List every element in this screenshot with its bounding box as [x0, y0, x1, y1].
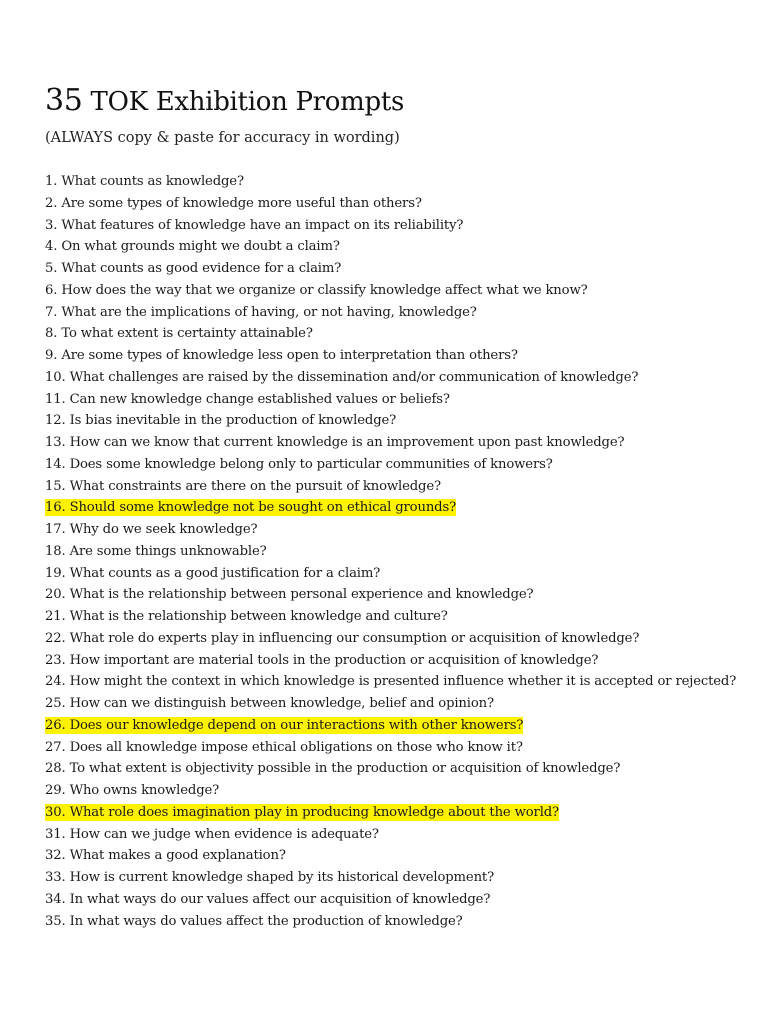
prompt-text: 35. In what ways do values affect the production of knowledge?: [45, 913, 463, 929]
prompt-item: [45, 476, 736, 498]
prompt-item: [45, 345, 736, 367]
title-number: 35: [45, 83, 83, 118]
prompt-item-highlighted: [45, 715, 736, 737]
prompt-text: 15. What constraints are there on the pursuit of knowledge?: [45, 478, 441, 494]
prompt-text: 9. Are some types of knowledge less open to interpretation than others?: [45, 348, 518, 363]
prompt-item-highlighted: [45, 497, 736, 519]
prompt-item: [45, 867, 736, 889]
prompt-item: [45, 454, 736, 476]
prompt-text: 11. Can new knowledge change established values or beliefs?: [45, 391, 450, 407]
prompt-text: 10. What challenges are raised by the dissemination and/or communication of knowledge?: [45, 369, 639, 385]
prompt-item: [45, 410, 736, 432]
page-title: [45, 84, 404, 119]
prompt-item: [45, 171, 736, 193]
prompt-text: 28. To what extent is objectivity possible in the production or acquisition of knowledge?: [45, 761, 621, 777]
prompt-item: [45, 280, 736, 302]
prompt-text: 4. On what grounds might we doubt a claim?: [45, 239, 340, 255]
prompt-text: 29. Who owns knowledge?: [45, 783, 220, 798]
prompt-item: [45, 780, 736, 802]
prompt-text: 7. What are the implications of having, or not having, knowledge?: [45, 304, 477, 320]
prompt-text: 33. How is current knowledge shaped by its historical development?: [45, 870, 494, 885]
prompt-item: [45, 758, 736, 780]
prompt-text: 3. What features of knowledge have an impact on its reliability?: [45, 217, 464, 233]
prompt-text: 27. Does all knowledge impose ethical obligations on those who know it?: [45, 739, 523, 755]
prompt-text: 12. Is bias inevitable in the production of knowledge?: [45, 413, 397, 429]
prompt-item: [45, 911, 736, 933]
prompt-item: [45, 650, 736, 672]
prompt-text: 23. How important are material tools in the production or acquisition of knowledge?: [45, 652, 599, 668]
prompt-text: 24. How might the context in which knowledge is presented influence whether it is accepted or rejected?: [45, 674, 737, 690]
prompt-text: 20. What is the relationship between personal experience and knowledge?: [45, 587, 534, 603]
prompt-item: [45, 302, 736, 324]
prompt-text: 34. In what ways do our values affect our acquisition of knowledge?: [45, 891, 491, 907]
prompt-item: [45, 693, 736, 715]
prompt-text: 18. Are some things unknowable?: [45, 543, 267, 559]
prompt-text: 1. What counts as knowledge?: [45, 174, 244, 189]
prompt-text: 30. What role does imagination play in producing knowledge about the world?: [45, 804, 559, 820]
subtitle: (ALWAYS copy & paste for accuracy in wording): [45, 130, 400, 146]
prompt-text: 31. How can we judge when evidence is adequate?: [45, 826, 379, 842]
prompt-item-highlighted: [45, 802, 736, 824]
prompt-text: 17. Why do we seek knowledge?: [45, 522, 258, 537]
prompt-text: 16. Should some knowledge not be sought on ethical grounds?: [45, 500, 456, 516]
prompt-item: [45, 541, 736, 563]
prompt-item: [45, 389, 736, 411]
prompt-item: [45, 737, 736, 759]
prompt-item: [45, 563, 736, 585]
prompt-text: 14. Does some knowledge belong only to particular communities of knowers?: [45, 456, 553, 472]
prompt-item: [45, 584, 736, 606]
prompt-text: 25. How can we distinguish between knowledge, belief and opinion?: [45, 696, 494, 711]
prompt-text: 13. How can we know that current knowledge is an improvement upon past knowledge?: [45, 435, 625, 450]
prompt-item: [45, 824, 736, 846]
prompt-item: [45, 519, 736, 541]
prompt-text: 2. Are some types of knowledge more useful than others?: [45, 195, 422, 211]
prompt-item: [45, 889, 736, 911]
prompt-item: [45, 258, 736, 280]
prompt-list: [45, 171, 736, 932]
prompt-item: [45, 845, 736, 867]
prompt-item: [45, 323, 736, 345]
title-text: TOK Exhibition Prompts: [90, 87, 405, 117]
prompt-item: [45, 367, 736, 389]
prompt-item: [45, 193, 736, 215]
prompt-item: [45, 606, 736, 628]
prompt-item: [45, 236, 736, 258]
prompt-text: 5. What counts as good evidence for a claim?: [45, 261, 342, 276]
prompt-item: [45, 628, 736, 650]
prompt-text: 22. What role do experts play in influencing our consumption or acquisition of knowledge?: [45, 630, 640, 646]
prompt-text: 6. How does the way that we organize or classify knowledge affect what we know?: [45, 282, 588, 298]
prompt-text: 19. What counts as a good justification for a claim?: [45, 565, 381, 581]
prompt-text: 21. What is the relationship between knowledge and culture?: [45, 609, 448, 624]
prompt-item: [45, 215, 736, 237]
prompt-item: [45, 671, 736, 693]
prompt-text: 26. Does our knowledge depend on our interactions with other knowers?: [45, 717, 524, 733]
prompt-text: 32. What makes a good explanation?: [45, 848, 286, 864]
prompt-text: 8. To what extent is certainty attainable?: [45, 326, 313, 342]
prompt-item: [45, 432, 736, 454]
